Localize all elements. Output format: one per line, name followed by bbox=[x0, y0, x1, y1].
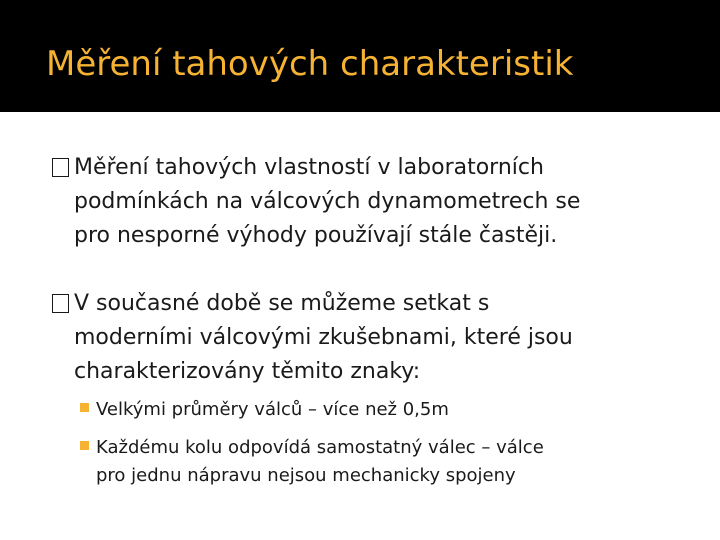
bullet-item-modern-test-stands bbox=[52, 287, 702, 389]
square-bullet-icon bbox=[80, 403, 89, 412]
slide-title: Měření tahových charakteristik bbox=[46, 44, 574, 84]
sub-bullet-roller-diameter bbox=[80, 396, 700, 424]
bullet-text-rest: moderními válcovými zkušebnami, které jsou charakterizovány těmito znaky: bbox=[74, 325, 573, 384]
bullet-marker-icon bbox=[52, 158, 69, 177]
bullet-text-line-1: V současné době se můžeme setkat s bbox=[74, 291, 490, 316]
square-bullet-icon bbox=[80, 441, 89, 450]
bullet-text-line-1: Měření tahových vlastností v laboratorních bbox=[74, 155, 544, 180]
sub-bullet-text-line-1: Velkými průměry válců – více než 0,5m bbox=[96, 399, 449, 420]
sub-bullet-text-line-1: Každému kolu odpovídá samostatný válec – válce bbox=[96, 437, 544, 458]
sub-bullet-text-rest: pro jednu nápravu nejsou mechanicky spojeny bbox=[96, 465, 516, 486]
sub-bullet-independent-rollers bbox=[80, 434, 700, 490]
bullet-marker-icon bbox=[52, 294, 69, 313]
bullet-text-rest: podmínkách na válcových dynamometrech se pro nesporné výhody používají stále častěji. bbox=[74, 189, 581, 248]
bullet-item-laboratory-measurement bbox=[52, 151, 702, 253]
